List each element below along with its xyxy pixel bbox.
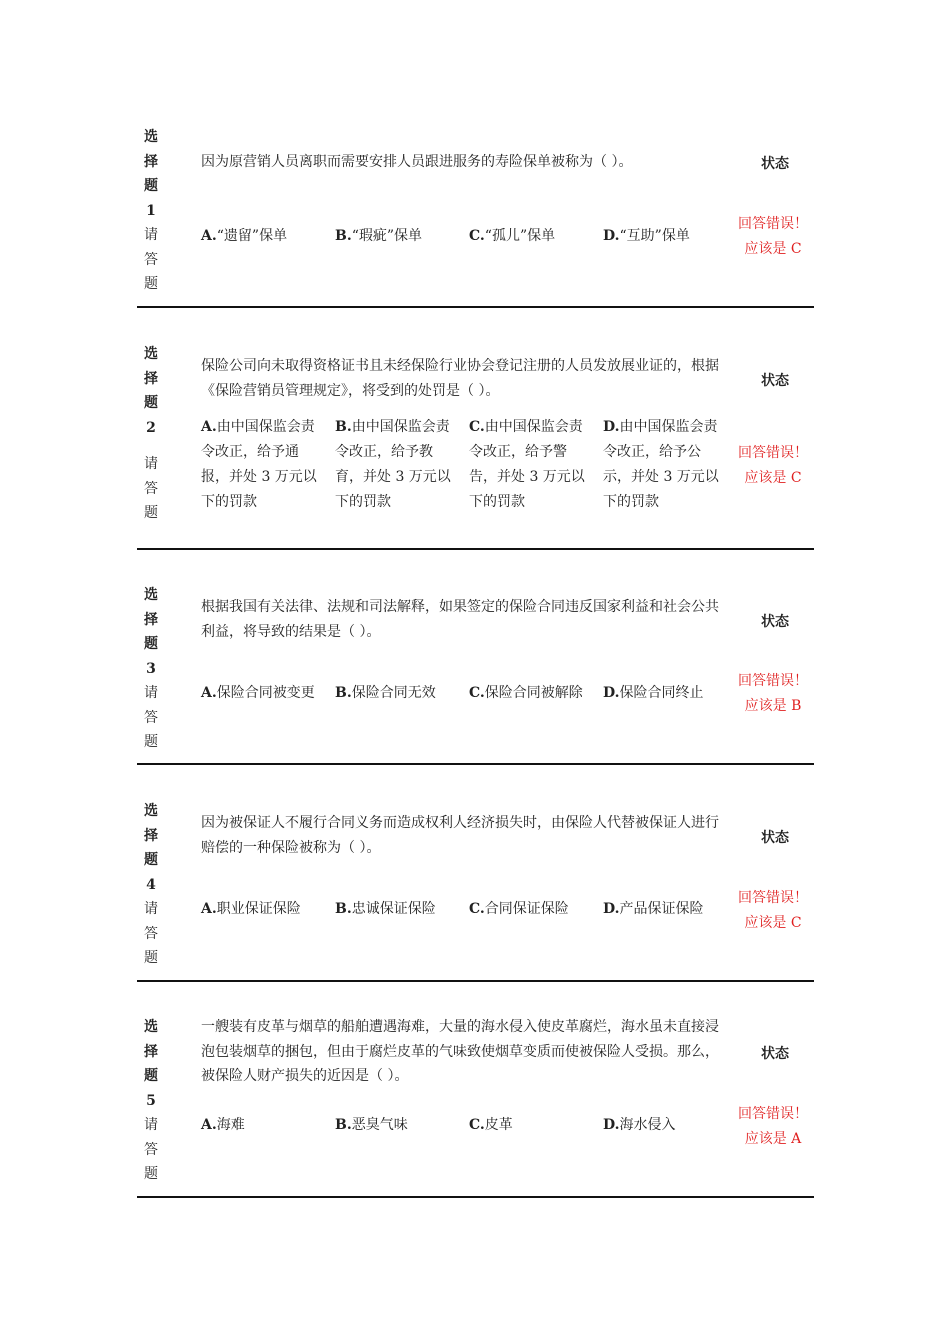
option-a[interactable]: A.海难 — [201, 1117, 245, 1133]
question-1 — [137, 125, 814, 308]
option-b[interactable]: B.恶臭气味 — [335, 1117, 408, 1133]
option-c[interactable]: C.皮革 — [469, 1117, 513, 1133]
question-stem: 因为被保证人不履行合同义务而造成权利人经济损失时，由保险人代替被保证人进行赔偿的一种保险被称为（ ）。 — [201, 815, 719, 856]
option-c[interactable]: C.保险合同被解除 — [469, 685, 583, 701]
status-message: 回答错误！ 应该是 A — [738, 1106, 808, 1147]
option-a[interactable]: A.“遗留”保单 — [201, 228, 288, 244]
option-b[interactable]: B.保险合同无效 — [335, 685, 436, 701]
question-stem: 根据我国有关法律、法规和司法解释，如果签定的保险合同违反国家利益和社会公共利益，将导致的结果是（ ）。 — [201, 599, 719, 640]
status-message: 回答错误！ 应该是 C — [738, 445, 808, 486]
question-stem: 因为原营销人员离职而需要安排人员跟进服务的寿险保单被称为（ ）。 — [201, 154, 633, 170]
option-d[interactable]: D.保险合同终止 — [603, 685, 704, 701]
option-d[interactable]: D.海水侵入 — [603, 1117, 676, 1133]
question-2 — [137, 342, 814, 550]
option-group — [201, 897, 737, 922]
status-message: 回答错误！ 应该是 C — [738, 890, 808, 931]
status-header: 状态 — [761, 830, 789, 846]
option-c[interactable]: C.由中国保监会责令改正，给予警告，并处 3 万元以下的罚款 — [469, 419, 585, 510]
question-stem: 保险公司向未取得资格证书且未经保险行业协会登记注册的人员发放展业证的，根据《保险营销员管理规定》，将受到的处罚是（ ）。 — [201, 358, 719, 399]
option-c[interactable]: C.“孤儿”保单 — [469, 228, 556, 244]
status-message: 回答错误！ 应该是 B — [738, 673, 808, 714]
question-label: 选 择 题 3 请 答 题 — [144, 587, 158, 750]
status-header: 状态 — [761, 614, 789, 630]
option-b[interactable]: B.由中国保监会责令改正，给予教育，并处 3 万元以下的罚款 — [335, 419, 451, 510]
status-header: 状态 — [761, 156, 789, 172]
option-group — [201, 224, 737, 249]
question-label: 选 择 题 1 请 答 题 — [144, 129, 158, 292]
option-b[interactable]: B.忠诚保证保险 — [335, 901, 436, 917]
option-a[interactable]: A.由中国保监会责令改正，给予通报，并处 3 万元以下的罚款 — [201, 419, 317, 510]
question-stem: 一艘装有皮革与烟草的船舶遭遇海难，大量的海水侵入使皮革腐烂，海水虽未直接浸泡包装烟草的捆包，但由于腐烂皮革的气味致使烟草变质而使被保险人受损。那么，被保险人财产损失的近因是（ ）。 — [201, 1019, 719, 1084]
question-label: 选 择 题 4 请 答 题 — [144, 803, 158, 966]
option-b[interactable]: B.“瑕疵”保单 — [335, 228, 423, 244]
question-3 — [137, 583, 814, 765]
question-5 — [137, 1015, 814, 1198]
question-label: 选 择 题 5 请 答 题 — [144, 1019, 158, 1182]
status-message: 回答错误！ 应该是 C — [738, 216, 808, 257]
option-group — [201, 681, 737, 706]
option-d[interactable]: D.“互助”保单 — [603, 228, 690, 244]
option-group — [201, 415, 737, 515]
option-d[interactable]: D.由中国保监会责令改正，给予公示，并处 3 万元以下的罚款 — [603, 419, 719, 510]
option-a[interactable]: A.保险合同被变更 — [201, 685, 315, 701]
status-header: 状态 — [761, 373, 789, 389]
question-label: 选 择 题 2 请 答 题 — [144, 346, 158, 521]
option-group — [201, 1113, 737, 1138]
question-4 — [137, 799, 814, 982]
status-header: 状态 — [761, 1046, 789, 1062]
option-c[interactable]: C.合同保证保险 — [469, 901, 569, 917]
option-d[interactable]: D.产品保证保险 — [603, 901, 704, 917]
option-a[interactable]: A.职业保证保险 — [201, 901, 301, 917]
